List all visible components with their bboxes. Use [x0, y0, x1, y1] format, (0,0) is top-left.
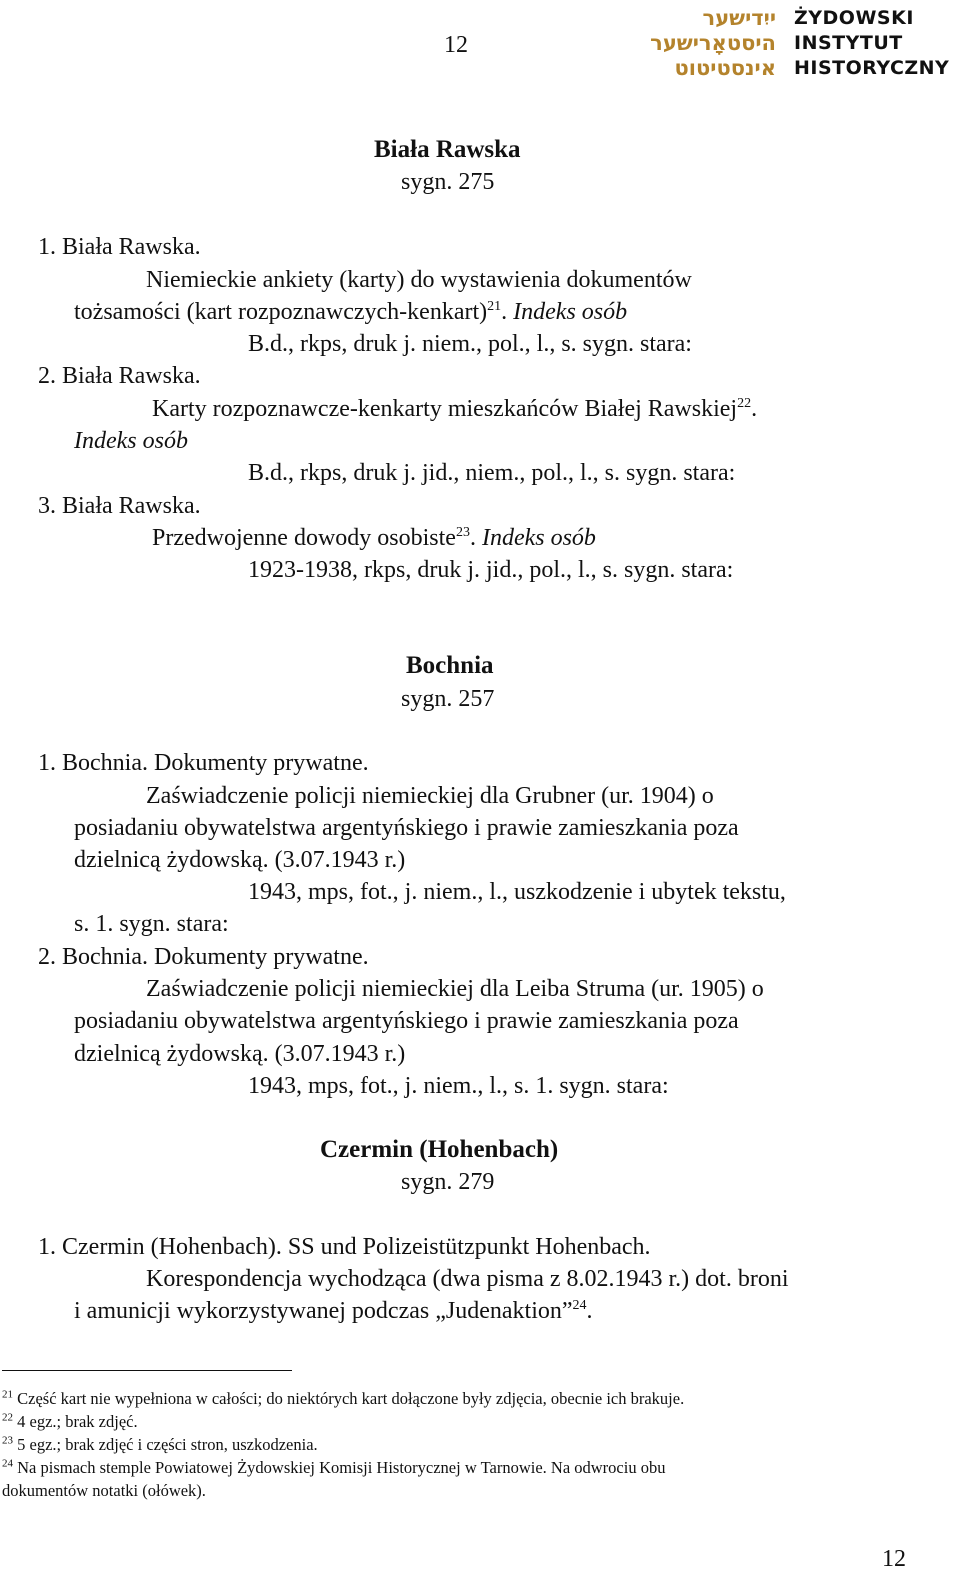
entry-description: Niemieckie ankiety (karty) do wystawienia dokumentów [146, 267, 692, 293]
entry-head: 2. Bochnia. Dokumenty prywatne. [38, 944, 369, 970]
footnote-ref: 21 [487, 299, 502, 314]
entry-description: tożsamości (kart rozpoznawczych-kenkart)$^{21}$. Indeks osób [74, 299, 628, 325]
entry-details: 1943, mps, fot., j. niem., l., uszkodzenie i ubytek tekstu, [248, 879, 786, 905]
entry-head: 1. Bochnia. Dokumenty prywatne. [38, 750, 369, 776]
logo-polish-line-2: INSTYTUT [794, 32, 903, 54]
section-title-bochnia: Bochnia [406, 652, 494, 679]
entry-details: 1923-1938, rkps, druk j. jid., pol., l., s. sygn. stara: [248, 557, 734, 583]
index-note: Indeks osób [513, 299, 628, 325]
footnote: $^{23}$ 5 egz.; brak zdjęć i części stron, uszkodzenia. [2, 1434, 318, 1454]
entry-description: posiadaniu obywatelstwa argentyńskiego i prawie zamieszkania poza [74, 1008, 739, 1034]
entry-details: s. 1. sygn. stara: [74, 911, 229, 937]
footnote-ref: 24 [572, 1298, 587, 1313]
entry-description: dzielnicą żydowską. (3.07.1943 r.) [74, 847, 406, 873]
section-title-biala-rawska: Biała Rawska [374, 136, 521, 163]
entry-description: Korespondencja wychodząca (dwa pisma z 8.02.1943 r.) dot. broni [146, 1266, 789, 1292]
footnote: $^{24}$ Na pismach stemple Powiatowej Żydowskiej Komisji Historycznej w Tarnowie. Na odwrociu obu [2, 1457, 666, 1477]
section-sygn: sygn. 275 [401, 169, 495, 195]
page-number-top: 12 [444, 32, 468, 58]
logo-yiddish-line-2: היסטאָרישער [650, 31, 776, 55]
footnote: $^{21}$ Część kart nie wypełniona w całości; do niektórych kart dołączone były zdjęcia, obecnie ich brakuje. [2, 1388, 685, 1408]
section-sygn: sygn. 257 [401, 686, 495, 712]
index-note: Indeks osób [74, 428, 188, 454]
entry-description: posiadaniu obywatelstwa argentyńskiego i prawie zamieszkania poza [74, 815, 739, 841]
logo-yiddish-line-1: ייִדישער [702, 6, 776, 30]
footnote-separator [2, 1370, 292, 1371]
entry-description: i amunicji wykorzystywanej podczas „Judenaktion”$^{24}$. [74, 1298, 593, 1324]
page-number-bottom: 12 [882, 1546, 906, 1572]
section-sygn: sygn. 279 [401, 1169, 495, 1195]
entry-description: Karty rozpoznawcze-kenkarty mieszkańców Białej Rawskiej$^{22}$. [152, 396, 758, 422]
footnote-continuation: dokumentów notatki (ołówek). [2, 1481, 206, 1500]
entry-head: 3. Biała Rawska. [38, 493, 201, 519]
footnote-ref: 22 [737, 396, 752, 411]
footnote: $^{22}$ 4 egz.; brak zdjęć. [2, 1411, 138, 1431]
entry-head: 2. Biała Rawska. [38, 363, 201, 389]
entry-description: Przedwojenne dowody osobiste$^{23}$. Indeks osób [152, 525, 596, 551]
zih-logo [618, 6, 958, 82]
entry-head: 1. Czermin (Hohenbach). SS und Polizeistützpunkt Hohenbach. [38, 1234, 651, 1260]
entry-head: 1. Biała Rawska. [38, 234, 201, 260]
logo-yiddish-line-3: אינסטיטוט [674, 56, 776, 80]
index-note: Indeks osób [481, 525, 596, 551]
section-title-czermin: Czermin (Hohenbach) [320, 1136, 559, 1163]
logo-polish-line-1: ŻYDOWSKI [794, 7, 914, 29]
entry-details: B.d., rkps, druk j. niem., pol., l., s. sygn. stara: [248, 331, 692, 357]
logo-polish-line-3: HISTORYCZNY [794, 57, 950, 79]
entry-description: Zaświadczenie policji niemieckiej dla Leiba Struma (ur. 1905) o [146, 976, 764, 1002]
entry-description: dzielnicą żydowską. (3.07.1943 r.) [74, 1041, 406, 1067]
entry-details: B.d., rkps, druk j. jid., niem., pol., l., s. sygn. stara: [248, 460, 736, 486]
footnote-ref: 23 [455, 525, 470, 540]
entry-description: Zaświadczenie policji niemieckiej dla Grubner (ur. 1904) o [146, 783, 714, 809]
entry-details: 1943, mps, fot., j. niem., l., s. 1. sygn. stara: [248, 1073, 669, 1099]
